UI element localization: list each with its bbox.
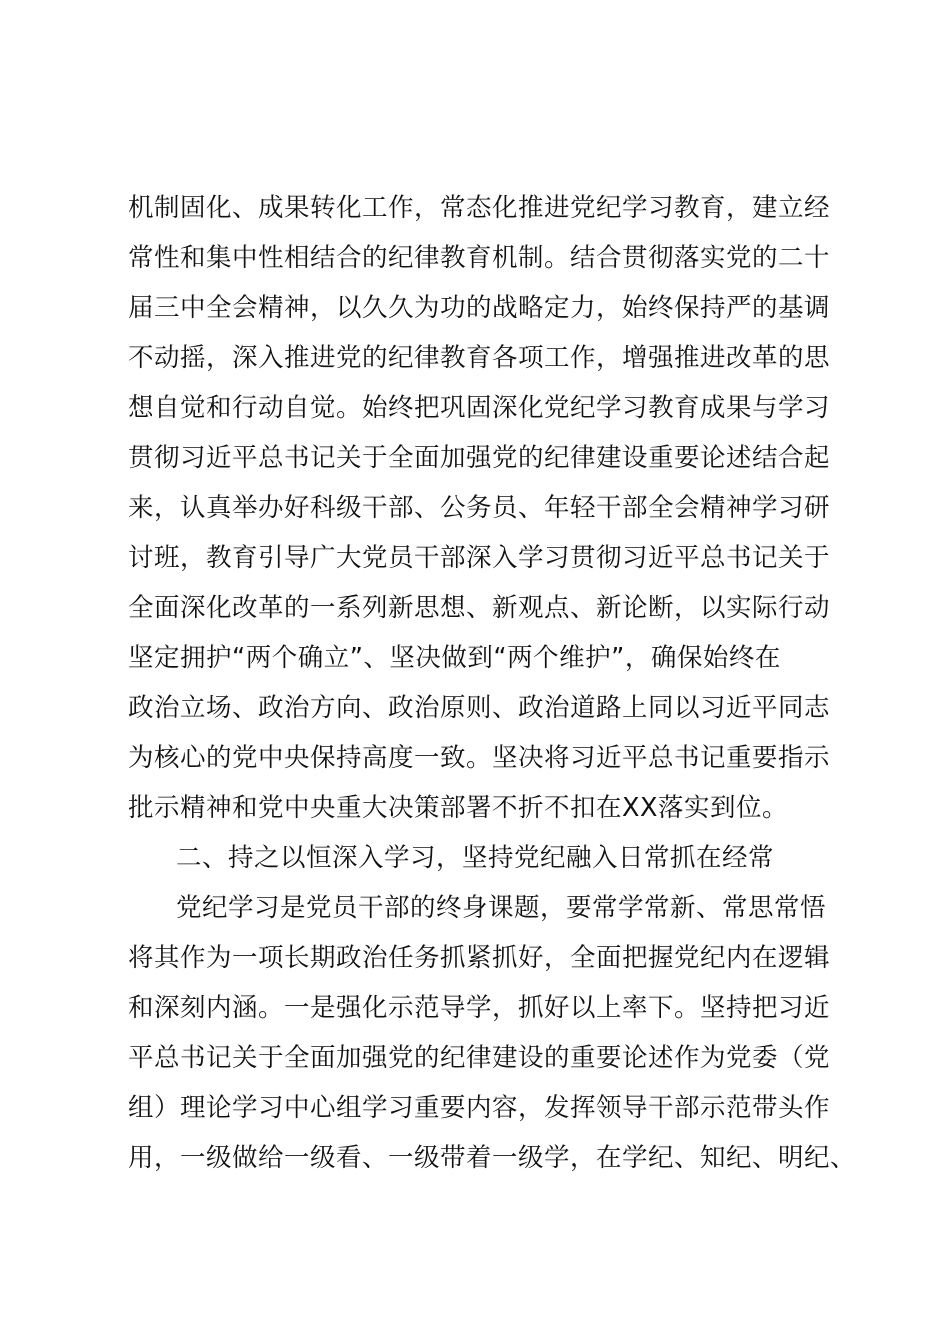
text-line: 组）理论学习中心组学习重要内容，发挥领导干部示范带头作: [128, 1093, 831, 1123]
text-line: 和深刻内涵。一是强化示范导学，抓好以上率下。坚持把习近: [128, 993, 831, 1023]
text-line: 想自觉和行动自觉。始终把巩固深化党纪学习教育成果与学习: [128, 393, 831, 423]
text-line: 将其作为一项长期政治任务抓紧抓好，全面把握党纪内在逻辑: [128, 943, 831, 973]
text-line: 平总书记关于全面加强党的纪律建设的重要论述作为党委（党: [128, 1043, 831, 1073]
text-line: 政治立场、政治方向、政治原则、政治道路上同以习近平同志: [128, 693, 831, 723]
text-line: 全面深化改革的一系列新思想、新观点、新论断，以实际行动: [128, 593, 831, 623]
text-line: 来，认真举办好科级干部、公务员、年轻干部全会精神学习研: [128, 493, 831, 523]
text-line: 为核心的党中央保持高度一致。坚决将习近平总书记重要指示: [128, 743, 831, 773]
text-line: 届三中全会精神，以久久为功的战略定力，始终保持严的基调: [128, 293, 831, 323]
text-line: 常性和集中性相结合的纪律教育机制。结合贯彻落实党的二十: [128, 243, 831, 273]
text-line: 不动摇，深入推进党的纪律教育各项工作，增强推进改革的思: [128, 343, 831, 373]
section-heading: 二、持之以恒深入学习，坚持党纪融入日常抓在经常: [176, 843, 775, 873]
text-line: 批示精神和党中央重大决策部署不折不扣在XX落实到位。: [128, 793, 788, 823]
text-line: 党纪学习是党员干部的终身课题，要常学常新、常思常悟: [176, 893, 827, 923]
text-line: 坚定拥护“两个确立”、坚决做到“两个维护”，确保始终在: [128, 643, 781, 673]
text-line: 讨班，教育引导广大党员干部深入学习贯彻习近平总书记关于: [128, 543, 831, 573]
text-line: 机制固化、成果转化工作，常态化推进党纪学习教育，建立经: [128, 193, 831, 223]
text-line: 用，一级做给一级看、一级带着一级学，在学纪、知纪、明纪、: [128, 1143, 857, 1173]
text-line: 贯彻习近平总书记关于全面加强党的纪律建设重要论述结合起: [128, 443, 831, 473]
body-text: [128, 183, 857, 1183]
